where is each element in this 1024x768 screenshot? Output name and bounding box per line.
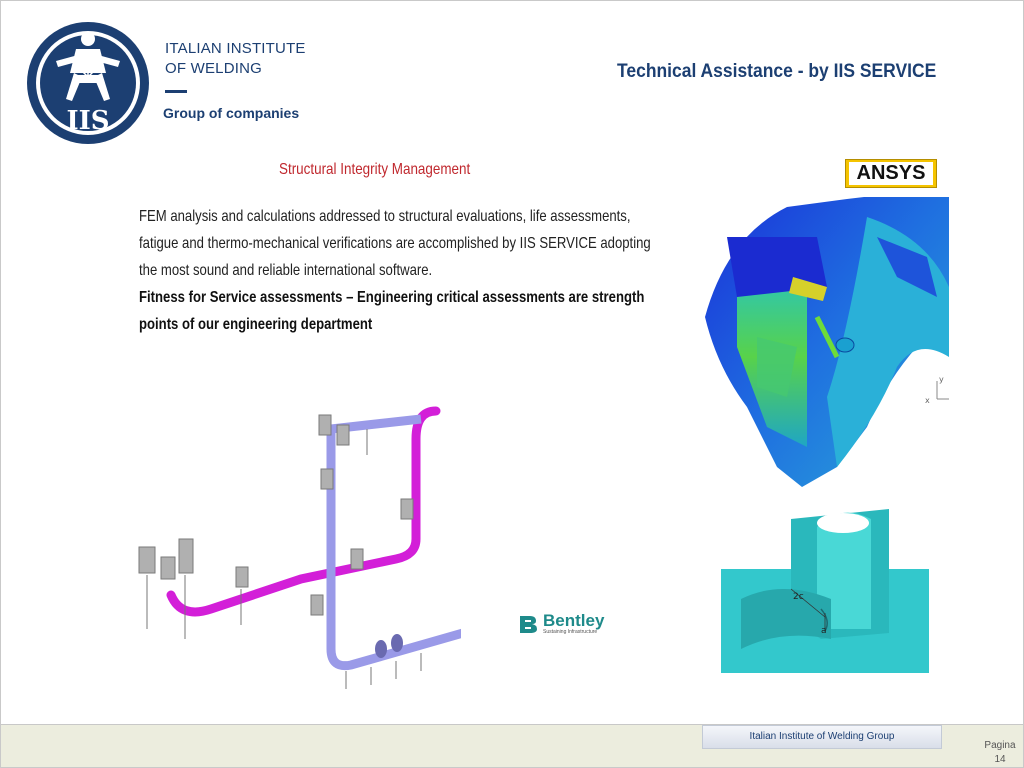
bentley-tagline: Sustaining Infrastructure (543, 629, 598, 635)
ansys-logo (845, 159, 937, 188)
bentley-name: Bentley (543, 611, 605, 630)
page-title: Technical Assistance - by IIS SERVICE (617, 61, 937, 82)
ansys-logo-text: ANSYS (849, 162, 933, 185)
body-text (139, 203, 664, 338)
page-indicator (983, 739, 1017, 767)
institute-line1: ITALIAN INSTITUTE (165, 40, 306, 57)
crack-label-2c: 2c (793, 592, 804, 602)
group-label: Group of companies (163, 105, 300, 121)
crack-model-image (721, 509, 929, 673)
iis-logo (26, 21, 150, 145)
body-highlight: Fitness for Service assessments – Engineering critical assessments are strength points of our engineering department (139, 289, 645, 333)
axis-triad (923, 375, 951, 405)
footer-group-name: Italian Institute of Welding Group (702, 725, 942, 749)
divider (165, 90, 187, 93)
bentley-b-icon (517, 613, 539, 635)
logo-text: IIS (66, 106, 110, 136)
crack-label-a: a (821, 626, 827, 636)
section-subtitle: Structural Integrity Management (279, 161, 471, 178)
bentley-logo (515, 609, 625, 637)
axis-y-label: y (939, 375, 944, 384)
piping-model-image (131, 399, 461, 701)
institute-name (165, 39, 306, 79)
page-number: 14 (994, 754, 1006, 765)
axis-x-label: x (925, 396, 930, 405)
fem-analysis-image (697, 197, 949, 487)
page-label: Pagina (984, 740, 1016, 751)
body-paragraph: FEM analysis and calculations addressed to structural evaluations, life assessments, fatigue and thermo-mechanical verifications are accomplished by IIS SERVICE adopting the most sound and reliable international software. (139, 208, 651, 279)
footer (1, 724, 1023, 768)
institute-line2: OF WELDING (165, 60, 263, 77)
